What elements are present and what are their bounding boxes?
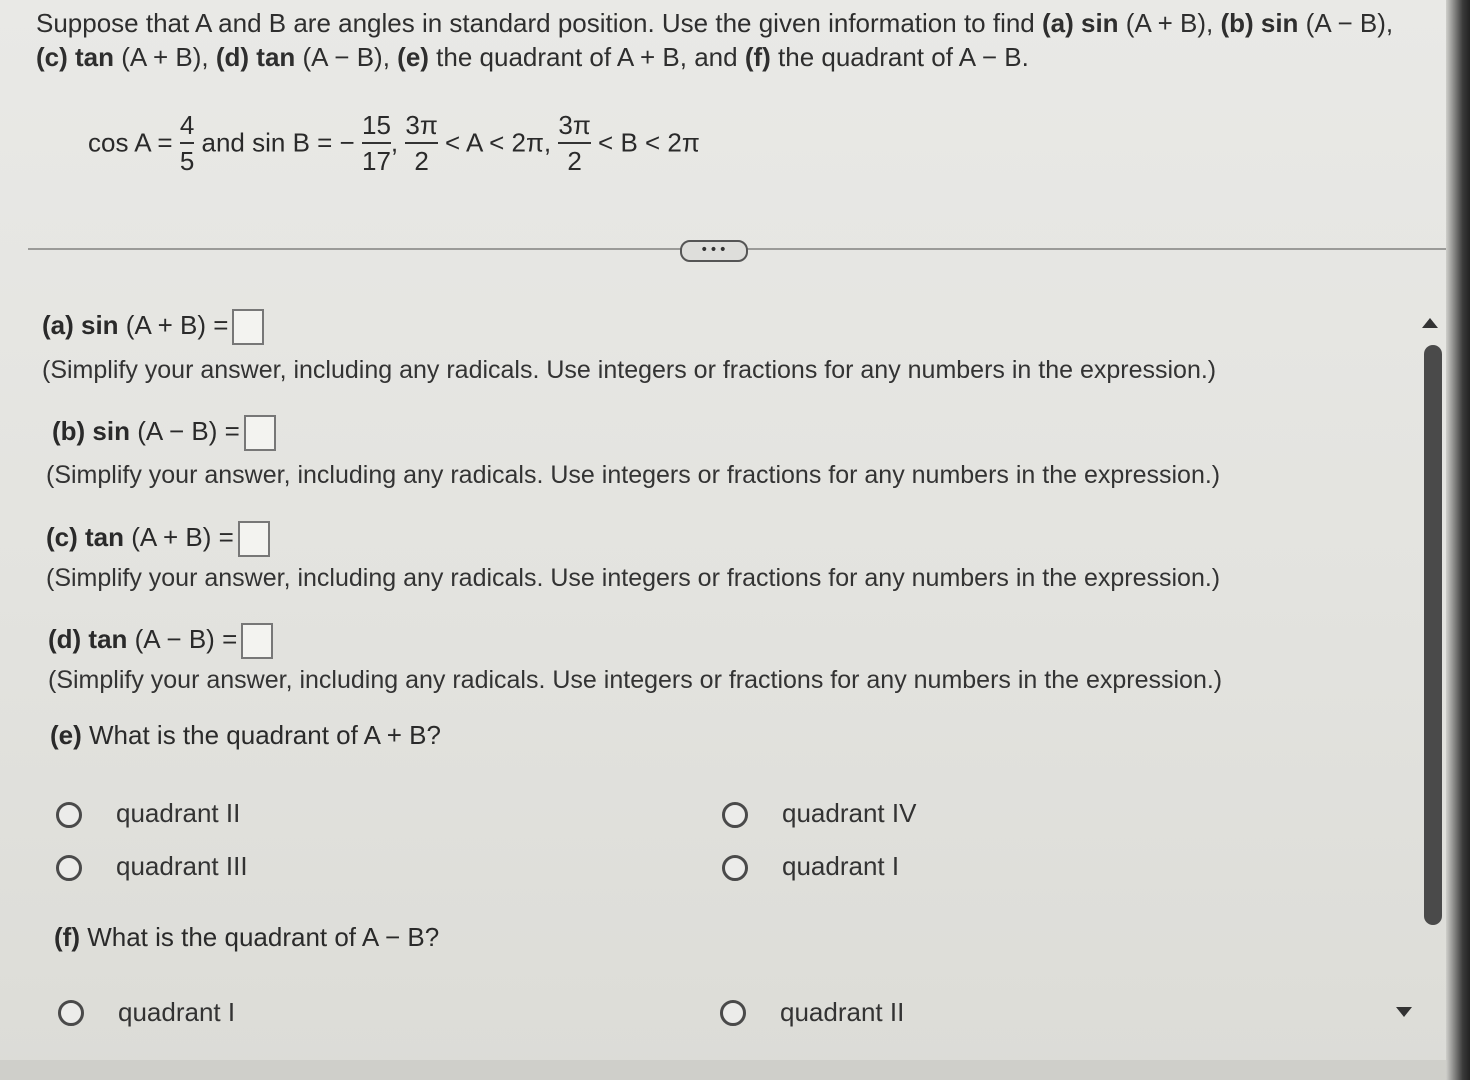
prompt-text: (A + B),	[1118, 8, 1221, 38]
part-e-label: What is the quadrant of A + B?	[81, 720, 441, 750]
prompt-text: the quadrant of A + B, and	[428, 42, 745, 72]
fraction-numerator: 3π	[558, 110, 591, 140]
part-e-label-bold: (e)	[50, 720, 82, 750]
fraction-numerator: 4	[179, 110, 195, 140]
part-d-label-bold: (d) tan	[48, 624, 128, 654]
part-c-answer-input[interactable]	[238, 521, 270, 557]
part-b-question	[52, 414, 276, 451]
part-c-label-bold: (c) tan	[46, 522, 124, 552]
radio-f-quadrant-i[interactable]	[58, 1000, 84, 1026]
given-information	[88, 110, 788, 200]
part-b-answer-input[interactable]	[244, 415, 276, 451]
option-e-quadrant-iii[interactable]: quadrant III	[116, 851, 248, 881]
radio-e-quadrant-i[interactable]	[722, 855, 748, 881]
part-b-hint: (Simplify your answer, including any radicals. Use integers or fractions for any numbers in the expression.)	[46, 461, 1221, 489]
prompt-text: (A − B),	[295, 42, 398, 72]
part-a-label: (A + B) =	[118, 310, 229, 340]
option-f-quadrant-i[interactable]: quadrant I	[118, 997, 236, 1027]
radio-e-quadrant-ii[interactable]	[56, 802, 82, 828]
A-range: < A < 2π,	[445, 127, 552, 158]
part-f-label: What is the quadrant of A − B?	[79, 922, 440, 952]
part-d-label: (A − B) =	[127, 624, 238, 654]
and-sin-label: and sin B = −	[201, 127, 355, 158]
part-f-question	[54, 920, 439, 954]
part-e-question	[50, 718, 441, 752]
part-c-label: (A + B) =	[124, 522, 234, 552]
prompt-part-f: (f)	[744, 42, 771, 72]
scrollbar-thumb[interactable]	[1424, 345, 1442, 925]
B-range: < B < 2π	[598, 127, 700, 158]
prompt-text: (A + B),	[114, 42, 216, 72]
part-f-label-bold: (f)	[54, 922, 80, 952]
part-c-question	[46, 520, 270, 557]
radio-e-quadrant-iii[interactable]	[56, 855, 82, 881]
option-e-quadrant-iv[interactable]: quadrant IV	[782, 798, 917, 828]
option-e-quadrant-ii[interactable]: quadrant II	[116, 798, 241, 828]
part-c-hint: (Simplify your answer, including any radicals. Use integers or fractions for any numbers in the expression.)	[46, 564, 1221, 592]
more-options-button[interactable]: •••	[680, 240, 748, 262]
cosA-fraction	[180, 110, 194, 176]
fraction-denominator: 2	[567, 146, 582, 176]
prompt-text: Suppose that A and B are angles in standard position. Use the given information to find	[36, 8, 1042, 38]
prompt-part-a: (a) sin	[1042, 8, 1119, 38]
B-lower-bound-fraction	[558, 110, 590, 176]
screen-bezel	[1446, 0, 1470, 1080]
fraction-numerator: 3π	[405, 110, 438, 140]
option-e-quadrant-i[interactable]: quadrant I	[782, 851, 900, 881]
prompt-text: (A − B),	[1298, 8, 1394, 38]
scroll-up-arrow-icon[interactable]	[1422, 318, 1438, 328]
part-a-label-bold: (a) sin	[42, 310, 119, 340]
radio-f-quadrant-ii[interactable]	[720, 1000, 746, 1026]
prompt-part-d: (d) tan	[215, 42, 296, 72]
fraction-denominator: 5	[179, 146, 195, 176]
part-a-answer-input[interactable]	[232, 309, 264, 345]
part-d-answer-input[interactable]	[241, 623, 273, 659]
fraction-denominator: 17	[361, 146, 391, 176]
prompt-part-c: (c) tan	[36, 42, 114, 72]
scroll-down-arrow-icon[interactable]	[1396, 1007, 1412, 1017]
part-a-question	[42, 308, 264, 345]
sinB-fraction	[362, 110, 391, 176]
part-a-hint: (Simplify your answer, including any radicals. Use integers or fractions for any numbers in the expression.)	[42, 356, 1217, 384]
part-d-hint: (Simplify your answer, including any radicals. Use integers or fractions for any numbers in the expression.)	[48, 666, 1223, 694]
fraction-denominator: 2	[414, 146, 429, 176]
question-prompt	[36, 6, 1456, 74]
cos-label: cos A =	[88, 127, 173, 158]
prompt-text: the quadrant of A − B.	[770, 42, 1029, 72]
separator: ,	[390, 127, 399, 158]
part-d-question	[48, 622, 273, 659]
fraction-numerator: 15	[361, 110, 391, 140]
part-b-label-bold: (b) sin	[52, 416, 130, 446]
prompt-part-e: (e)	[397, 42, 429, 72]
prompt-part-b: (b) sin	[1220, 8, 1299, 38]
radio-e-quadrant-iv[interactable]	[722, 802, 748, 828]
part-b-label: (A − B) =	[130, 416, 240, 446]
bottom-strip	[0, 1060, 1446, 1080]
option-f-quadrant-ii[interactable]: quadrant II	[780, 997, 905, 1027]
A-lower-bound-fraction	[405, 110, 437, 176]
